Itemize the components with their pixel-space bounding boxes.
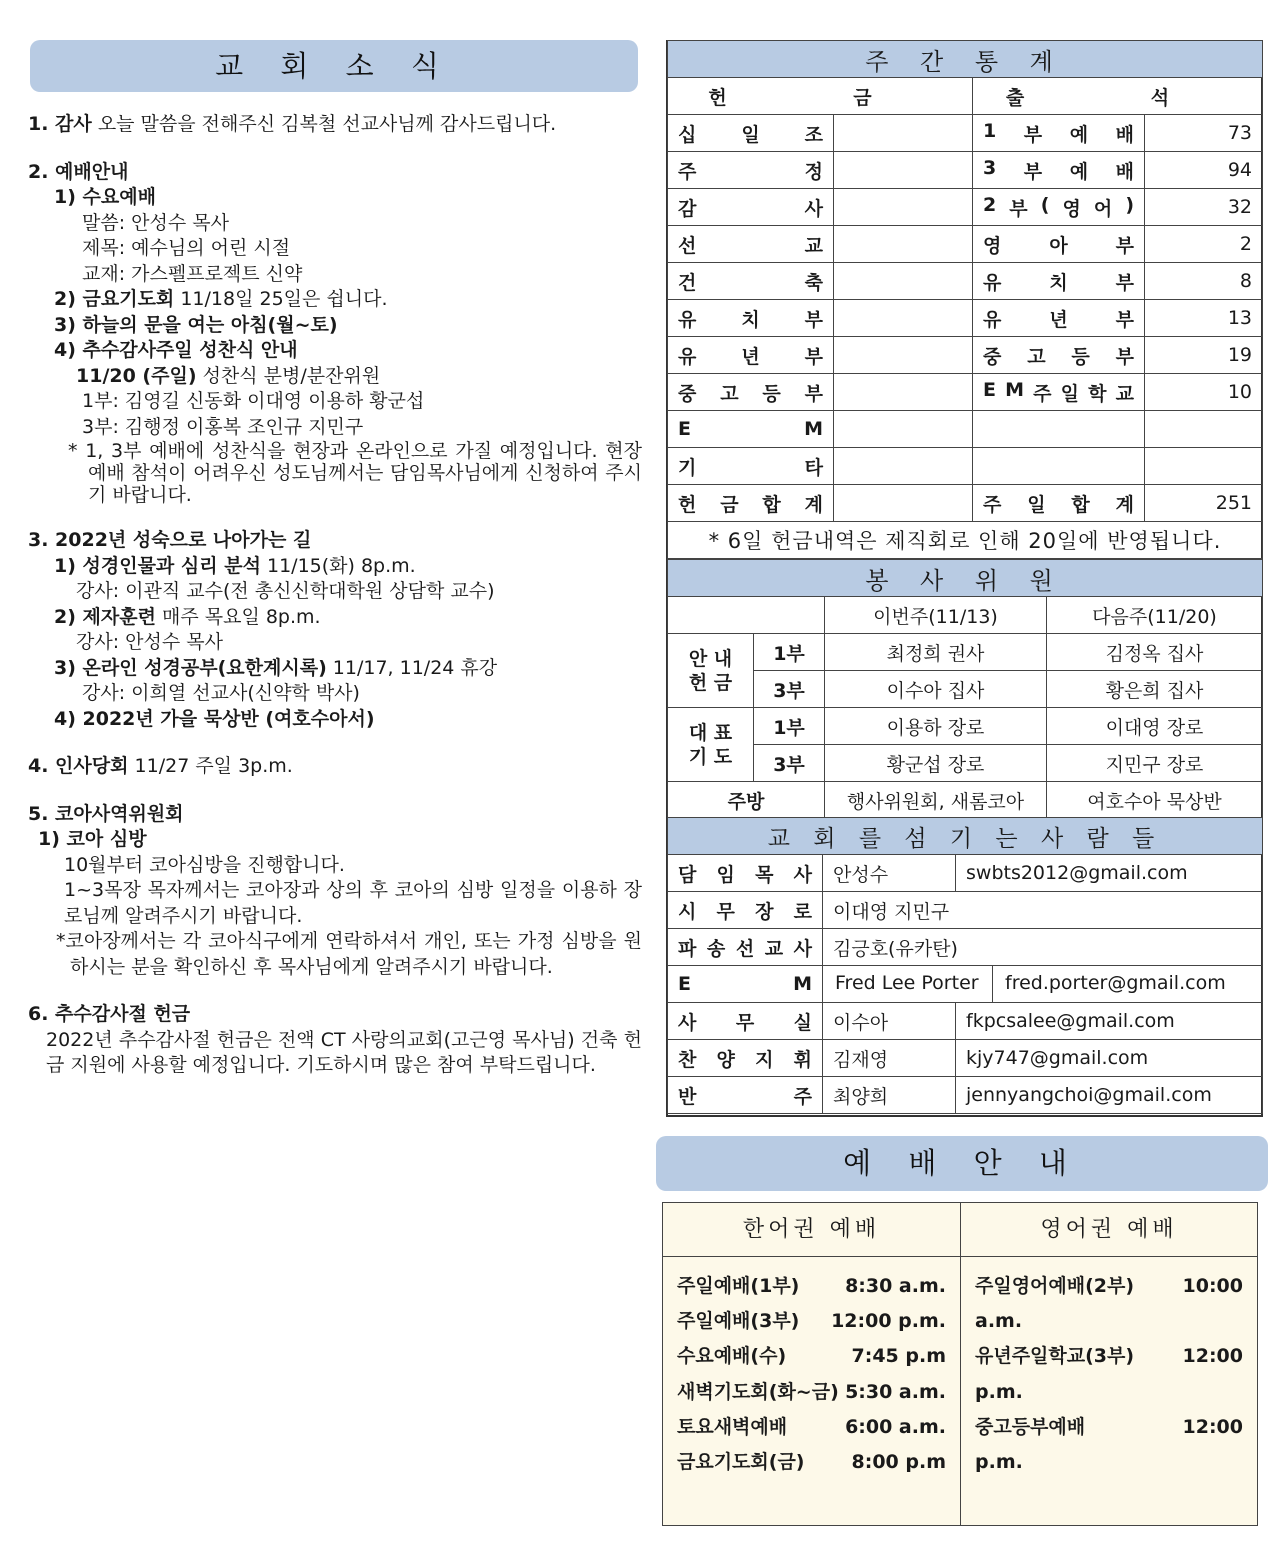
news-s3-item3	[28, 656, 642, 682]
news-s3-item3-text: 11/17, 11/24 휴강	[332, 656, 498, 679]
news-s2-item4-date-bold: 11/20 (주일)	[76, 364, 197, 387]
offering-label	[668, 300, 834, 337]
news-s2-item2-title: 2) 금요기도회	[54, 288, 175, 310]
offering-label	[668, 374, 834, 411]
korean-service-row	[677, 1375, 946, 1410]
staff-row	[668, 892, 1263, 929]
attendance-label	[973, 152, 1145, 189]
offering-label-text: E M	[678, 418, 823, 440]
news-s2-item1-line: 말씀: 안성수 목사	[82, 211, 229, 234]
worship-title: 예 배 안 내	[843, 1146, 1081, 1180]
service-time-suffix: p.m.	[975, 1380, 1023, 1403]
stats-row	[668, 263, 1263, 300]
staff-row	[668, 1077, 1263, 1114]
staff-role-text: 담 임 목 사	[678, 863, 812, 886]
stats-row	[668, 115, 1263, 152]
service-name: 유년주일학교(3부)	[975, 1345, 1135, 1368]
offering-label-text: 감 사	[678, 197, 823, 220]
offering-amount	[834, 374, 973, 411]
korean-service-row	[677, 1304, 946, 1339]
news-s2-item4-note: * 1, 3부 예배에 성찬식을 현장과 온라인으로 가질 예정입니다. 현장 예배 참석이 어려우신 성도님께서는 담임목사님에게 신청하여 주시기 바랍니다.	[68, 440, 642, 506]
attendance-count	[1145, 448, 1263, 485]
attendance-count: 2	[1145, 226, 1263, 263]
staff-row	[668, 929, 1263, 966]
offering-amount	[834, 189, 973, 226]
english-worship-header: 영어권 예배	[961, 1203, 1257, 1257]
volunteer-cell: 황군섭 장로	[825, 745, 1047, 782]
staff-email[interactable]: swbts2012@gmail.com	[956, 855, 1263, 892]
news-s2-item4: 4) 추수감사주일 성찬식 안내	[54, 339, 298, 361]
news-section-4	[28, 754, 642, 780]
service-name: 주일예배(1부)	[677, 1275, 800, 1297]
offering-label	[668, 448, 834, 485]
news-s3-item3-title: 3) 온라인 성경공부(요한계시록)	[54, 656, 327, 679]
stats-row	[668, 226, 1263, 263]
staff-name: 최양희	[823, 1077, 956, 1114]
offering-amount	[834, 152, 973, 189]
news-s2-item4-date-text: 성찬식 분병/분잔위원	[202, 364, 381, 387]
news-s6-text: 2022년 추수감사절 헌금은 전액 CT 사랑의교회(고근영 목사님) 건축 헌금 지원에 사용할 예정입니다. 기도하시며 많은 참여 부탁드립니다.	[46, 1028, 642, 1076]
attendance-label-text: 유 치 부	[983, 271, 1134, 294]
offering-label	[668, 115, 834, 152]
staff-name: 김재영	[823, 1040, 956, 1077]
attendance-count	[1145, 411, 1263, 448]
attendance-count: 13	[1145, 300, 1263, 337]
stats-row	[668, 337, 1263, 374]
news-s2-item1: 1) 수요예배	[54, 186, 156, 208]
staff-email[interactable]: jennyangchoi@gmail.com	[956, 1077, 1263, 1114]
staff-row	[668, 966, 1263, 1003]
news-s3-item1-text: 11/15(화) 8p.m.	[266, 554, 416, 577]
weekly-stats-title: 주 간 통 계	[668, 41, 1263, 78]
service-name: 수요예배(수)	[677, 1345, 787, 1368]
staff-role	[668, 1003, 823, 1040]
staff-role-text: 파 송 선 교 사	[678, 937, 812, 960]
news-s2-item2-text: 11/18일 25일은 쉽니다.	[180, 288, 388, 310]
offering-header: 헌 금	[668, 78, 973, 115]
usher-offering-group: 안 내 헌 금	[668, 634, 754, 708]
news-s2-item1-line: 제목: 예수님의 어린 시절	[82, 237, 291, 259]
attendance-label-text: 유 년 부	[983, 308, 1134, 331]
english-service-row	[975, 1339, 1243, 1374]
news-s3-title: 3. 2022년 성숙으로 나아가는 길	[28, 529, 312, 551]
offering-label	[668, 337, 834, 374]
attendance-total-label-text: 주 일 합 계	[983, 493, 1134, 516]
staff-email[interactable]: fred.porter@gmail.com	[1005, 972, 1226, 994]
news-s3-item2-sub: 강사: 안성수 목사	[76, 631, 223, 653]
staff-role-text: 사 무 실	[678, 1011, 812, 1034]
volunteer-cell: 이수아 집사	[825, 671, 1047, 708]
attendance-label	[973, 411, 1145, 448]
offering-label	[668, 226, 834, 263]
news-s5-p2: 1~3목장 목자께서는 코아장과 상의 후 코아의 심방 일정을 이용하 장로님께 알려주시기 바랍니다.	[64, 879, 642, 927]
offering-label-text: 주 정	[678, 160, 823, 183]
volunteer-cell: 이대영 장로	[1047, 708, 1263, 745]
attendance-label	[973, 300, 1145, 337]
service-name: 토요새벽예배	[677, 1415, 788, 1438]
korean-service-row	[677, 1339, 946, 1374]
attendance-label-text: 3 부 예 배	[983, 156, 1134, 183]
service-1-label: 1부	[754, 708, 825, 745]
korean-service-row	[677, 1410, 946, 1445]
service-name: 중고등부예배	[975, 1415, 1086, 1438]
volunteer-cell: 최정희 권사	[825, 634, 1047, 671]
offering-label-text: 선 교	[678, 234, 823, 257]
offering-amount	[834, 226, 973, 263]
news-section-5	[28, 802, 642, 981]
service-time: 5:30 a.m.	[845, 1380, 946, 1403]
service-time: 12:00	[1182, 1345, 1243, 1368]
prayer-group: 대 표 기 도	[668, 708, 754, 782]
attendance-count: 94	[1145, 152, 1263, 189]
attendance-label	[973, 189, 1145, 226]
news-s5-title: 5. 코아사역위원회	[28, 802, 184, 825]
attendance-label-text: 1 부 예 배	[983, 119, 1134, 146]
news-s4-text: 11/27 주일 3p.m.	[134, 755, 293, 777]
service-time-suffix: p.m.	[975, 1451, 1023, 1474]
service-time: 6:00 a.m.	[845, 1415, 946, 1438]
staff-role-text: 시 무 장 로	[678, 900, 812, 923]
attendance-total: 251	[1145, 485, 1263, 522]
service-time: 12:00 p.m.	[831, 1310, 946, 1333]
church-news-body	[28, 112, 642, 1101]
news-s5-p3: *코아장께서는 각 코아식구에게 연락하셔서 개인, 또는 가정 심방을 원하시는 분을 확인하신 후 목사님에게 알려주시기 바랍니다.	[56, 930, 642, 978]
service-time: 12:00	[1182, 1415, 1243, 1438]
attendance-count: 10	[1145, 374, 1263, 411]
attendance-count: 19	[1145, 337, 1263, 374]
news-s3-item2-text: 매주 목요일 8p.m.	[161, 605, 321, 628]
staff-name: 김긍호(유카탄)	[823, 929, 1263, 966]
news-s2-title: 2. 예배안내	[28, 160, 129, 183]
offering-total-label	[668, 485, 834, 522]
staff-title: 교 회 를 섬 기 는 사 람 들	[668, 818, 1263, 855]
service-3-label: 3부	[754, 671, 825, 708]
offering-amount	[834, 263, 973, 300]
staff-role	[668, 892, 823, 929]
staff-name: 안성수	[823, 855, 956, 892]
staff-name: Fred Lee Porter	[823, 966, 993, 1002]
service-name: 주일예배(3부)	[677, 1310, 800, 1333]
weekly-stats-table	[667, 40, 1263, 559]
attendance-label	[973, 115, 1145, 152]
church-news-banner	[30, 40, 638, 92]
stats-total-row	[668, 485, 1263, 522]
kitchen-this-week: 행사위원회, 새롬코아	[825, 782, 1047, 819]
attendance-count: 8	[1145, 263, 1263, 300]
this-week-header: 이번주(11/13)	[825, 597, 1047, 634]
attendance-label	[973, 337, 1145, 374]
stats-row	[668, 411, 1263, 448]
news-s5-item1: 1) 코아 심방	[38, 828, 147, 850]
service-1-label: 1부	[754, 634, 825, 671]
kitchen-next-week: 여호수아 묵상반	[1047, 782, 1263, 819]
korean-worship-header: 한어권 예배	[663, 1203, 960, 1257]
offering-label	[668, 189, 834, 226]
staff-role	[668, 1077, 823, 1114]
offering-amount	[834, 411, 973, 448]
service-name: 주일영어예배(2부)	[975, 1275, 1135, 1297]
staff-role	[668, 1040, 823, 1077]
attendance-total-label	[973, 485, 1145, 522]
news-s2-item1-line: 교재: 가스펠프로젝트 신약	[82, 262, 303, 285]
english-worship-column	[961, 1203, 1257, 1525]
attendance-label	[973, 448, 1145, 485]
english-service-row	[975, 1269, 1243, 1304]
stats-row	[668, 374, 1263, 411]
english-service-row	[975, 1410, 1243, 1445]
service-time: 10:00	[1182, 1275, 1243, 1297]
staff-name: 이대영 지민구	[823, 892, 1263, 929]
offering-total	[834, 485, 973, 522]
service-time-suffix: a.m.	[975, 1310, 1023, 1333]
staff-name: 이수아	[823, 1003, 956, 1040]
attendance-label-text: 2 부 ( 영 어 )	[983, 193, 1134, 220]
service-time: 7:45 p.m	[851, 1345, 946, 1368]
stats-row	[668, 189, 1263, 226]
attendance-count: 73	[1145, 115, 1263, 152]
next-week-header: 다음주(11/20)	[1047, 597, 1263, 634]
news-s3-item4: 4) 2022년 가을 묵상반 (여호수아서)	[54, 707, 375, 730]
news-s3-item2-title: 2) 제자훈련	[54, 605, 156, 628]
attendance-label-text: E M 주 일 학 교	[983, 378, 1134, 405]
news-s1-text: 오늘 말씀을 전해주신 김복철 선교사님께 감사드립니다.	[97, 113, 557, 135]
church-news-title: 교 회 소 식	[215, 49, 453, 83]
worship-schedule	[662, 1202, 1258, 1526]
attendance-label-text: 중 고 등 부	[983, 345, 1134, 368]
attendance-label-text: 영 아 부	[983, 234, 1134, 257]
korean-service-row	[677, 1269, 946, 1304]
service-name: 새벽기도회(화~금)	[677, 1380, 839, 1403]
stats-row	[668, 448, 1263, 485]
news-section-2	[28, 160, 642, 507]
news-section-6	[28, 1002, 642, 1079]
staff-email[interactable]: kjy747@gmail.com	[956, 1040, 1263, 1077]
news-s2-item3: 3) 하늘의 문을 여는 아침(월~토)	[54, 313, 338, 336]
news-s2-item4-line: 3부: 김행정 이홍복 조인규 지민구	[82, 415, 364, 438]
offering-label	[668, 411, 834, 448]
news-s4-title: 4. 인사당회	[28, 755, 129, 777]
staff-role-text: E M	[678, 973, 812, 995]
news-s6-title: 6. 추수감사절 헌금	[28, 1003, 191, 1025]
staff-role-text: 찬 양 지 휘	[678, 1048, 812, 1071]
staff-email[interactable]: fkpcsalee@gmail.com	[956, 1003, 1263, 1040]
korean-service-row	[677, 1445, 946, 1480]
news-section-3	[28, 528, 642, 732]
korean-worship-column	[663, 1203, 961, 1525]
news-s3-item1	[28, 554, 642, 580]
stats-row	[668, 300, 1263, 337]
volunteer-cell: 황은희 집사	[1047, 671, 1263, 708]
volunteers-title: 봉 사 위 원	[668, 560, 1263, 597]
news-section-1	[28, 112, 642, 138]
staff-table	[667, 817, 1263, 1114]
offering-amount	[834, 300, 973, 337]
offering-label-text: 건 축	[678, 271, 823, 294]
staff-row	[668, 855, 1263, 892]
staff-role-text: 반 주	[678, 1085, 812, 1108]
news-s2-item2	[28, 287, 642, 313]
offering-label-text: 십 일 조	[678, 123, 823, 146]
staff-row	[668, 1003, 1263, 1040]
offering-label-text: 유 치 부	[678, 308, 823, 331]
kitchen-label: 주방	[668, 782, 825, 819]
volunteer-cell: 지민구 장로	[1047, 745, 1263, 782]
attendance-count: 32	[1145, 189, 1263, 226]
news-s5-p1: 10월부터 코아심방을 진행합니다.	[64, 853, 345, 876]
offering-amount	[834, 115, 973, 152]
news-s2-item4-line: 1부: 김영길 신동화 이대영 이용하 황군섭	[82, 390, 425, 412]
service-time: 8:30 a.m.	[845, 1275, 946, 1297]
staff-row	[668, 1040, 1263, 1077]
offering-amount	[834, 337, 973, 374]
news-s3-item1-title: 1) 성경인물과 심리 분석	[54, 554, 261, 577]
offering-total-label-text: 헌 금 합 계	[678, 493, 823, 516]
service-time: 8:00 p.m	[851, 1451, 946, 1474]
offering-label-text: 기 타	[678, 456, 823, 479]
offering-notice: * 6일 헌금내역은 제직회로 인해 20일에 반영됩니다.	[668, 522, 1263, 559]
worship-banner	[656, 1136, 1268, 1191]
attendance-label	[973, 226, 1145, 263]
offering-amount	[834, 448, 973, 485]
service-3-label: 3부	[754, 745, 825, 782]
service-name: 금요기도회(금)	[677, 1451, 805, 1474]
volunteers-table	[667, 559, 1263, 819]
attendance-label	[973, 374, 1145, 411]
news-s3-item3-sub: 강사: 이희열 선교사(신약학 박사)	[82, 682, 360, 704]
stats-row	[668, 152, 1263, 189]
news-s3-item1-sub: 강사: 이관직 교수(전 총신신학대학원 상담학 교수)	[76, 580, 495, 602]
attendance-label	[973, 263, 1145, 300]
volunteer-cell: 김정옥 집사	[1047, 634, 1263, 671]
offering-label	[668, 152, 834, 189]
offering-label	[668, 263, 834, 300]
news-s1-title: 1. 감사	[28, 113, 92, 135]
offering-label-text: 중 고 등 부	[678, 382, 823, 405]
offering-label-text: 유 년 부	[678, 345, 823, 368]
staff-role	[668, 929, 823, 966]
staff-role	[668, 855, 823, 892]
volunteer-cell: 이용하 장로	[825, 708, 1047, 745]
staff-role	[668, 966, 823, 1003]
attendance-header: 출 석	[973, 78, 1263, 115]
news-s2-item4-date	[28, 364, 642, 390]
news-s3-item2	[28, 605, 642, 631]
